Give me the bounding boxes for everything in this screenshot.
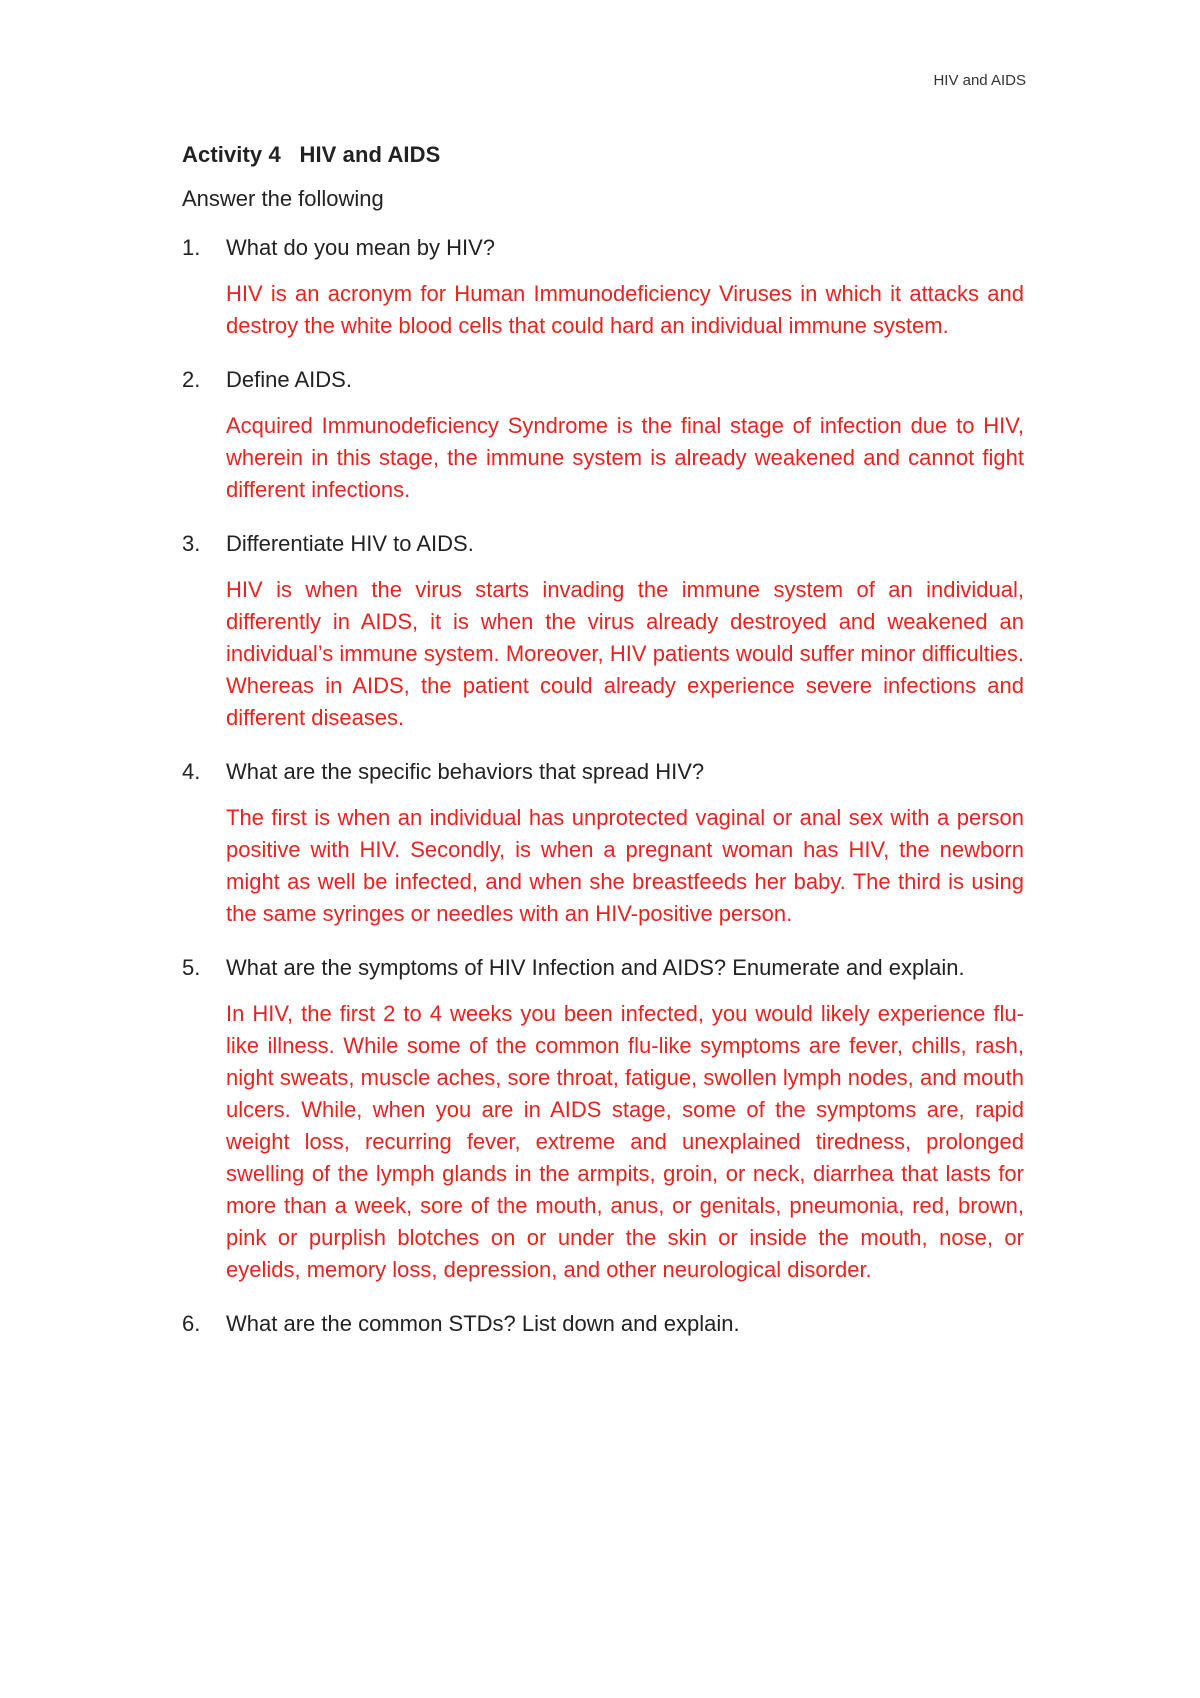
- question-text: What are the specific behaviors that spread HIV?: [226, 759, 705, 784]
- question-number: 3.: [182, 531, 201, 556]
- question-item-4: [182, 756, 1024, 930]
- running-header: HIV and AIDS: [933, 72, 1026, 89]
- question-text: What are the common STDs? List down and explain.: [226, 1311, 740, 1336]
- question-text: What do you mean by HIV?: [226, 235, 496, 260]
- answer-text: The first is when an individual has unprotected vaginal or anal sex with a person positive with HIV. Secondly, is when a pregnant woman has HIV, the newborn might as well be infected, and when she breastfeeds her baby. The third is using the same syringes or needles with an HIV-positive person.: [226, 805, 1024, 926]
- answer-text: Acquired Immunodeficiency Syndrome is the final stage of infection due to HIV, wherein in this stage, the immune system is already weakened and cannot fight different infections.: [226, 413, 1024, 502]
- question-item-6: [182, 1308, 1024, 1340]
- question-item-3: [182, 528, 1024, 734]
- question-text: Differentiate HIV to AIDS.: [226, 531, 474, 556]
- answer-text: HIV is an acronym for Human Immunodeficiency Viruses in which it attacks and destroy the white blood cells that could hard an individual immune system.: [226, 281, 1024, 338]
- question-item-2: [182, 364, 1024, 506]
- answer-text: HIV is when the virus starts invading the immune system of an individual, differently in AIDS, it is when the virus already destroyed and weakened an individual’s immune system. Moreover, HIV patients would suffer minor difficulties. Whereas in AIDS, the patient could already experience severe infections and different diseases.: [226, 577, 1024, 730]
- question-number: 6.: [182, 1311, 201, 1336]
- question-number: 4.: [182, 759, 201, 784]
- question-number: 5.: [182, 955, 201, 980]
- question-item-5: [182, 952, 1024, 1286]
- document-body: [182, 142, 1024, 1362]
- page-title: Activity 4 HIV and AIDS: [182, 142, 441, 167]
- answer-text: In HIV, the first 2 to 4 weeks you been infected, you would likely experience flu-like illness. While some of the common flu-like symptoms are fever, chills, rash, night sweats, muscle aches, sore throat, fatigue, swollen lymph nodes, and mouth ulcers. While, when you are in AIDS stage, some of the symptoms are, rapid weight loss, recurring fever, extreme and unexplained tiredness, prolonged swelling of the lymph glands in the armpits, groin, or neck, diarrhea that lasts for more than a week, sore of the mouth, anus, or genitals, pneumonia, red, brown, pink or purplish blotches on or under the skin or inside the mouth, nose, or eyelids, memory loss, depression, and other neurological disorder.: [226, 1001, 1024, 1282]
- instruction-text: Answer the following: [182, 186, 384, 211]
- question-text: Define AIDS.: [226, 367, 352, 392]
- question-text: What are the symptoms of HIV Infection and AIDS? Enumerate and explain.: [226, 955, 965, 980]
- question-number: 2.: [182, 367, 201, 392]
- question-number: 1.: [182, 235, 201, 260]
- question-item-1: [182, 232, 1024, 342]
